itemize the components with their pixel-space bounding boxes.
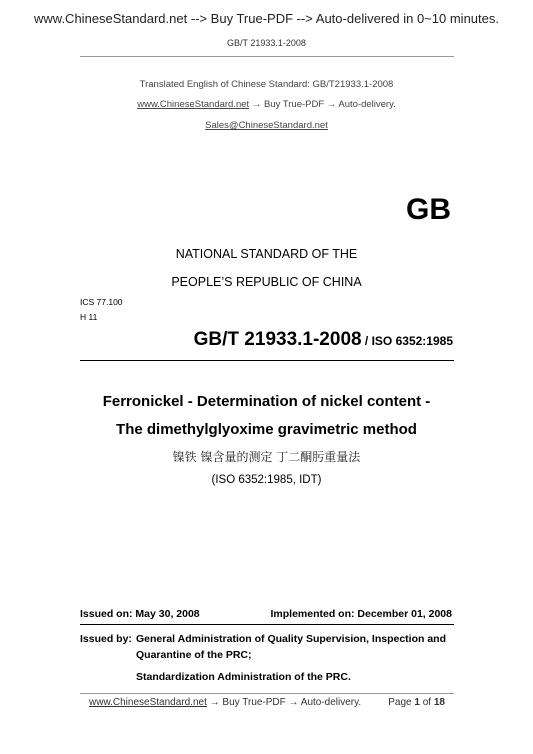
dates-divider	[80, 624, 454, 625]
implemented-date: Implemented on: December 01, 2008	[270, 608, 452, 620]
ics-code: ICS 77.100	[80, 297, 123, 307]
title-line2: The dimethylglyoxime gravimetric method	[116, 421, 417, 438]
issued-by-label: Issued by:	[80, 633, 132, 645]
h-code: H 11	[80, 312, 98, 322]
page-number: 1	[414, 697, 420, 708]
code-divider	[80, 360, 454, 361]
site-line-rest: → Buy True-PDF → Auto-delivery.	[249, 99, 396, 110]
standard-code-line	[194, 329, 453, 351]
page-indicator	[388, 697, 445, 708]
iso-reference: / ISO 6352:1985	[361, 334, 453, 348]
footer-site-rest: → Buy True-PDF → Auto-delivery.	[206, 697, 362, 708]
gb-mark: GB	[406, 193, 451, 226]
idt-note: (ISO 6352:1985, IDT)	[211, 474, 322, 486]
email-line	[0, 120, 533, 131]
issuer-line2: Quarantine of the PRC;	[136, 649, 252, 661]
footer-divider	[80, 693, 454, 694]
issued-date: Issued on: May 30, 2008	[80, 608, 200, 620]
site-link[interactable]: www.ChineseStandard.net	[137, 99, 250, 110]
national-standard-line1: NATIONAL STANDARD OF THE	[175, 247, 358, 261]
page-total: 18	[433, 697, 445, 708]
issuer-line1: General Administration of Quality Supervision, Inspection and	[136, 633, 446, 645]
title-chinese: 镍铁 镍含量的测定 丁二酮肟重量法	[172, 450, 361, 464]
of-label: of	[422, 697, 432, 708]
site-line	[0, 99, 533, 110]
header-doc-code: GB/T 21933.1-2008	[227, 38, 306, 48]
footer-site-line	[89, 697, 361, 708]
translated-note: Translated English of Chinese Standard: GB/T21933.1-2008	[139, 79, 394, 90]
page-label: Page	[388, 697, 412, 708]
issuer-line3: Standardization Administration of the PRC.	[136, 671, 351, 683]
top-banner: www.ChineseStandard.net --> Buy True-PDF --> Auto-delivered in 0~10 minutes.	[34, 11, 499, 26]
email-link[interactable]: Sales@ChineseStandard.net	[205, 120, 328, 131]
header-divider	[80, 56, 454, 57]
title-line1: Ferronickel - Determination of nickel content -	[102, 393, 431, 410]
footer-site-link[interactable]: www.ChineseStandard.net	[89, 697, 207, 708]
standard-code: GB/T 21933.1-2008	[193, 329, 362, 350]
national-standard-line2: PEOPLE’S REPUBLIC OF CHINA	[171, 275, 362, 289]
